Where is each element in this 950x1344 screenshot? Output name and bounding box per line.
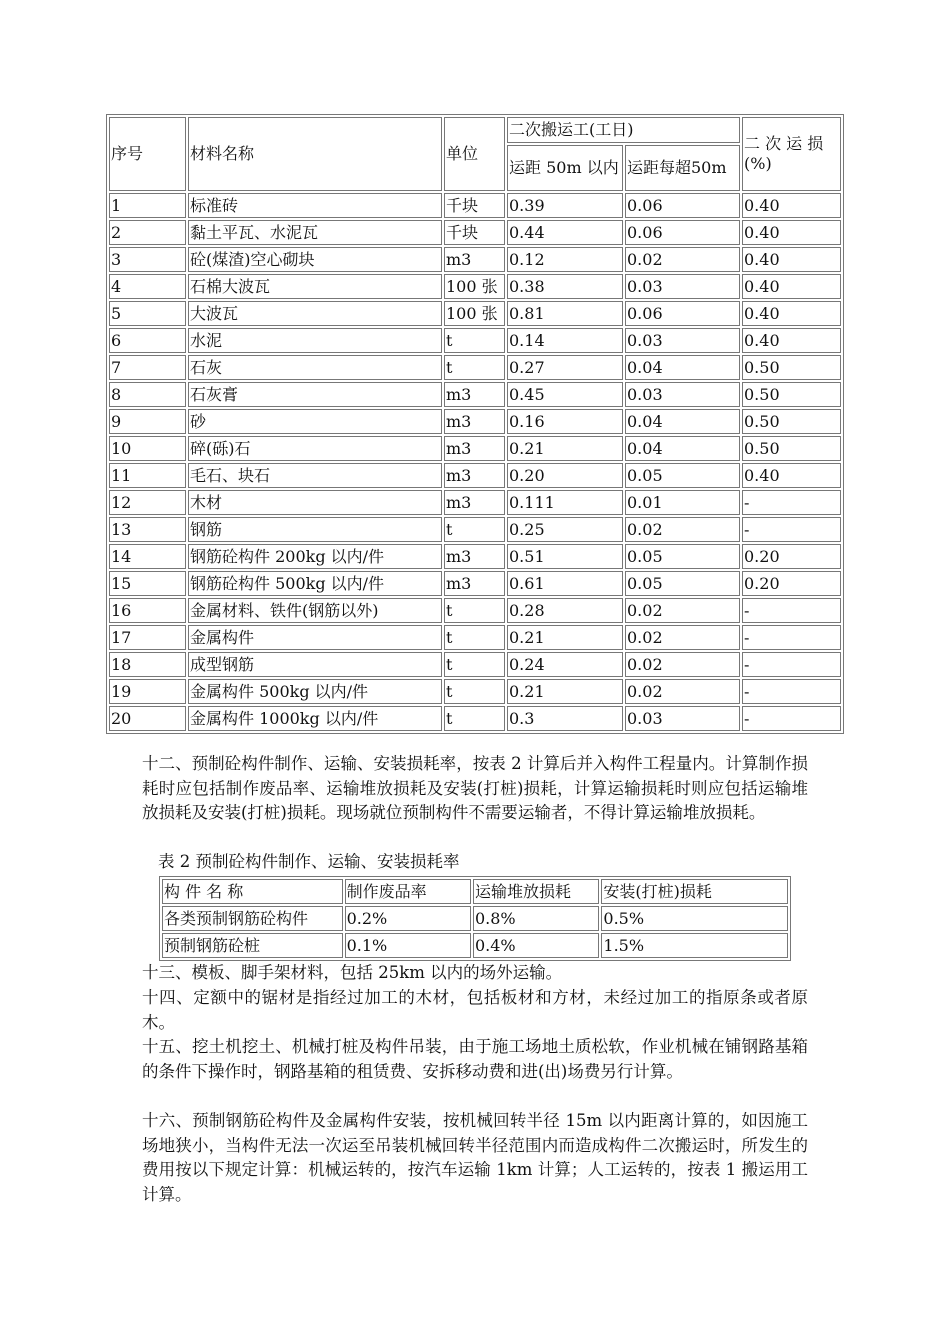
header-no: 序号 bbox=[109, 117, 186, 191]
cell-within-50m: 0.14 bbox=[507, 328, 623, 353]
cell-no: 3 bbox=[109, 247, 186, 272]
cell-loss-rate: - bbox=[742, 652, 841, 677]
cell-loss-rate: - bbox=[742, 490, 841, 515]
cell-unit: 千块 bbox=[444, 193, 505, 218]
table2-header-row bbox=[162, 879, 788, 904]
cell-no: 1 bbox=[109, 193, 186, 218]
cell-within-50m: 0.44 bbox=[507, 220, 623, 245]
cell-loss-rate: 0.40 bbox=[742, 463, 841, 488]
table-row bbox=[109, 274, 841, 299]
table-row bbox=[109, 652, 841, 677]
table-row bbox=[109, 679, 841, 704]
cell-loss-rate: 0.50 bbox=[742, 355, 841, 380]
cell-per-extra-50m: 0.04 bbox=[625, 409, 740, 434]
table-row bbox=[109, 355, 841, 380]
t2-cell: 1.5% bbox=[601, 933, 788, 958]
cell-loss-rate: 0.40 bbox=[742, 193, 841, 218]
cell-within-50m: 0.21 bbox=[507, 679, 623, 704]
paragraph-13: 十三、模板、脚手架材料，包括 25km 以内的场外运输。 bbox=[142, 963, 563, 982]
paragraph-16: 十六、预制钢筋砼构件及金属构件安装，按机械回转半径 15m 以内距离计算的，如因施工场地狭小，当构件无法一次运至吊装机械回转半径范围内而造成构件二次搬运时，所发生的费用按以下规定计算：机械运转的，按汽车运输 1km 计算；人工运转的，按表 1 搬运用工计算。 bbox=[142, 1111, 808, 1204]
cell-per-extra-50m: 0.03 bbox=[625, 706, 740, 731]
table2-caption: 表 2 预制砼构件制作、运输、安装损耗率 bbox=[158, 852, 460, 871]
cell-no: 16 bbox=[109, 598, 186, 623]
cell-per-extra-50m: 0.02 bbox=[625, 598, 740, 623]
cell-loss-rate: 0.40 bbox=[742, 328, 841, 353]
cell-material-name: 金属材料、铁件(钢筋以外) bbox=[188, 598, 442, 623]
cell-material-name: 钢筋 bbox=[188, 517, 442, 542]
table-row bbox=[109, 409, 841, 434]
cell-no: 13 bbox=[109, 517, 186, 542]
cell-loss-rate: 0.40 bbox=[742, 247, 841, 272]
cell-within-50m: 0.28 bbox=[507, 598, 623, 623]
cell-per-extra-50m: 0.01 bbox=[625, 490, 740, 515]
cell-per-extra-50m: 0.02 bbox=[625, 652, 740, 677]
cell-within-50m: 0.21 bbox=[507, 436, 623, 461]
cell-no: 15 bbox=[109, 571, 186, 596]
paragraph-12 bbox=[142, 752, 808, 826]
cell-no: 18 bbox=[109, 652, 186, 677]
cell-material-name: 金属构件 1000kg 以内/件 bbox=[188, 706, 442, 731]
cell-unit: t bbox=[444, 625, 505, 650]
cell-per-extra-50m: 0.05 bbox=[625, 571, 740, 596]
t2-cell: 0.4% bbox=[473, 933, 599, 958]
cell-within-50m: 0.27 bbox=[507, 355, 623, 380]
cell-material-name: 金属构件 bbox=[188, 625, 442, 650]
cell-loss-rate: - bbox=[742, 598, 841, 623]
table-row bbox=[109, 544, 841, 569]
paragraph-12-text: 十二、预制砼构件制作、运输、安装损耗率，按表 2 计算后并入构件工程量内。计算制作损耗时应包括制作废品率、运输堆放损耗及安装(打桩)损耗，计算运输损耗时则应包括运输堆放损耗及安装(打桩)损耗。现场就位预制构件不需要运输者，不得计算运输堆放损耗。 bbox=[142, 754, 808, 822]
cell-loss-rate: - bbox=[742, 625, 841, 650]
cell-per-extra-50m: 0.03 bbox=[625, 382, 740, 407]
cell-material-name: 碎(砾)石 bbox=[188, 436, 442, 461]
cell-material-name: 金属构件 500kg 以内/件 bbox=[188, 679, 442, 704]
cell-within-50m: 0.61 bbox=[507, 571, 623, 596]
cell-material-name: 标准砖 bbox=[188, 193, 442, 218]
cell-within-50m: 0.39 bbox=[507, 193, 623, 218]
cell-material-name: 水泥 bbox=[188, 328, 442, 353]
cell-no: 17 bbox=[109, 625, 186, 650]
cell-unit: m3 bbox=[444, 544, 505, 569]
table-row bbox=[109, 328, 841, 353]
cell-per-extra-50m: 0.04 bbox=[625, 355, 740, 380]
cell-per-extra-50m: 0.06 bbox=[625, 301, 740, 326]
header-material-name: 材料名称 bbox=[188, 117, 442, 191]
cell-loss-rate: 0.20 bbox=[742, 544, 841, 569]
t2-header-transport-loss: 运输堆放损耗 bbox=[473, 879, 599, 904]
cell-material-name: 钢筋砼构件 200kg 以内/件 bbox=[188, 544, 442, 569]
table-row bbox=[109, 463, 841, 488]
table-row bbox=[109, 247, 841, 272]
cell-unit: m3 bbox=[444, 463, 505, 488]
cell-loss-rate: - bbox=[742, 679, 841, 704]
cell-loss-rate: 0.40 bbox=[742, 220, 841, 245]
t2-cell: 0.1% bbox=[345, 933, 471, 958]
header-secondary-loss: 二 次 运 损 (%) bbox=[742, 117, 841, 191]
cell-within-50m: 0.21 bbox=[507, 625, 623, 650]
cell-unit: t bbox=[444, 517, 505, 542]
cell-unit: m3 bbox=[444, 247, 505, 272]
cell-material-name: 毛石、块石 bbox=[188, 463, 442, 488]
cell-loss-rate: 0.40 bbox=[742, 274, 841, 299]
cell-per-extra-50m: 0.02 bbox=[625, 517, 740, 542]
cell-within-50m: 0.81 bbox=[507, 301, 623, 326]
cell-within-50m: 0.111 bbox=[507, 490, 623, 515]
table-row bbox=[109, 301, 841, 326]
cell-loss-rate: 0.50 bbox=[742, 409, 841, 434]
cell-within-50m: 0.16 bbox=[507, 409, 623, 434]
cell-loss-rate: 0.20 bbox=[742, 571, 841, 596]
cell-material-name: 石灰 bbox=[188, 355, 442, 380]
cell-no: 10 bbox=[109, 436, 186, 461]
cell-material-name: 钢筋砼构件 500kg 以内/件 bbox=[188, 571, 442, 596]
t2-header-component: 构 件 名 称 bbox=[162, 879, 343, 904]
cell-within-50m: 0.45 bbox=[507, 382, 623, 407]
cell-unit: t bbox=[444, 328, 505, 353]
cell-within-50m: 0.3 bbox=[507, 706, 623, 731]
cell-unit: t bbox=[444, 598, 505, 623]
cell-per-extra-50m: 0.05 bbox=[625, 544, 740, 569]
precast-loss-rate-table bbox=[159, 876, 791, 961]
cell-per-extra-50m: 0.05 bbox=[625, 463, 740, 488]
cell-per-extra-50m: 0.02 bbox=[625, 679, 740, 704]
cell-unit: m3 bbox=[444, 571, 505, 596]
cell-loss-rate: - bbox=[742, 517, 841, 542]
cell-within-50m: 0.12 bbox=[507, 247, 623, 272]
cell-unit: 100 张 bbox=[444, 274, 505, 299]
cell-unit: 千块 bbox=[444, 220, 505, 245]
cell-within-50m: 0.24 bbox=[507, 652, 623, 677]
table-row bbox=[109, 625, 841, 650]
cell-no: 6 bbox=[109, 328, 186, 353]
t2-cell: 0.5% bbox=[601, 906, 788, 931]
cell-per-extra-50m: 0.03 bbox=[625, 274, 740, 299]
cell-material-name: 砼(煤渣)空心砌块 bbox=[188, 247, 442, 272]
table-row bbox=[109, 220, 841, 245]
cell-no: 8 bbox=[109, 382, 186, 407]
cell-within-50m: 0.38 bbox=[507, 274, 623, 299]
header-unit: 单位 bbox=[444, 117, 505, 191]
cell-within-50m: 0.20 bbox=[507, 463, 623, 488]
table-row bbox=[109, 490, 841, 515]
table-row bbox=[109, 706, 841, 731]
cell-no: 4 bbox=[109, 274, 186, 299]
cell-unit: t bbox=[444, 652, 505, 677]
t2-cell: 0.8% bbox=[473, 906, 599, 931]
table-row bbox=[109, 517, 841, 542]
cell-unit: t bbox=[444, 355, 505, 380]
paragraph-14: 十四、定额中的锯材是指经过加工的木材，包括板材和方材，未经过加工的指原条或者原木。 bbox=[142, 988, 808, 1032]
cell-per-extra-50m: 0.02 bbox=[625, 625, 740, 650]
cell-loss-rate: - bbox=[742, 706, 841, 731]
cell-per-extra-50m: 0.04 bbox=[625, 436, 740, 461]
cell-material-name: 木材 bbox=[188, 490, 442, 515]
cell-within-50m: 0.51 bbox=[507, 544, 623, 569]
table-row bbox=[109, 193, 841, 218]
cell-loss-rate: 0.50 bbox=[742, 436, 841, 461]
cell-no: 7 bbox=[109, 355, 186, 380]
table-header-row bbox=[109, 117, 841, 143]
cell-no: 20 bbox=[109, 706, 186, 731]
cell-loss-rate: 0.50 bbox=[742, 382, 841, 407]
material-transport-table bbox=[106, 114, 844, 734]
cell-unit: t bbox=[444, 706, 505, 731]
cell-per-extra-50m: 0.02 bbox=[625, 247, 740, 272]
cell-material-name: 砂 bbox=[188, 409, 442, 434]
cell-material-name: 成型钢筋 bbox=[188, 652, 442, 677]
table-row bbox=[109, 382, 841, 407]
cell-no: 2 bbox=[109, 220, 186, 245]
cell-no: 14 bbox=[109, 544, 186, 569]
cell-per-extra-50m: 0.03 bbox=[625, 328, 740, 353]
cell-per-extra-50m: 0.06 bbox=[625, 193, 740, 218]
table-row bbox=[109, 571, 841, 596]
cell-unit: m3 bbox=[444, 436, 505, 461]
header-secondary-labor: 二次搬运工(工日) bbox=[507, 117, 740, 143]
cell-material-name: 大波瓦 bbox=[188, 301, 442, 326]
t2-cell: 0.2% bbox=[345, 906, 471, 931]
header-within-50m: 运距 50m 以内 bbox=[507, 145, 623, 191]
t2-cell: 预制钢筋砼桩 bbox=[162, 933, 343, 958]
cell-no: 19 bbox=[109, 679, 186, 704]
cell-unit: 100 张 bbox=[444, 301, 505, 326]
cell-no: 9 bbox=[109, 409, 186, 434]
cell-unit: m3 bbox=[444, 409, 505, 434]
table-row bbox=[162, 906, 788, 931]
table-row bbox=[109, 598, 841, 623]
cell-material-name: 石灰膏 bbox=[188, 382, 442, 407]
cell-no: 11 bbox=[109, 463, 186, 488]
cell-no: 12 bbox=[109, 490, 186, 515]
cell-per-extra-50m: 0.06 bbox=[625, 220, 740, 245]
table-row bbox=[109, 436, 841, 461]
cell-material-name: 黏土平瓦、水泥瓦 bbox=[188, 220, 442, 245]
table-row bbox=[162, 933, 788, 958]
cell-material-name: 石棉大波瓦 bbox=[188, 274, 442, 299]
header-per-extra-50m: 运距每超50m bbox=[625, 145, 740, 191]
t2-header-scrap-rate: 制作废品率 bbox=[345, 879, 471, 904]
cell-within-50m: 0.25 bbox=[507, 517, 623, 542]
t2-cell: 各类预制钢筋砼构件 bbox=[162, 906, 343, 931]
cell-loss-rate: 0.40 bbox=[742, 301, 841, 326]
paragraph-15: 十五、挖土机挖土、机械打桩及构件吊装，由于施工场地土质松软，作业机械在铺钢路基箱的条件下操作时，钢路基箱的租赁费、安拆移动费和进(出)场费另行计算。 bbox=[142, 1037, 808, 1081]
cell-unit: m3 bbox=[444, 490, 505, 515]
t2-header-install-loss: 安装(打桩)损耗 bbox=[601, 879, 788, 904]
cell-unit: m3 bbox=[444, 382, 505, 407]
cell-no: 5 bbox=[109, 301, 186, 326]
cell-unit: t bbox=[444, 679, 505, 704]
